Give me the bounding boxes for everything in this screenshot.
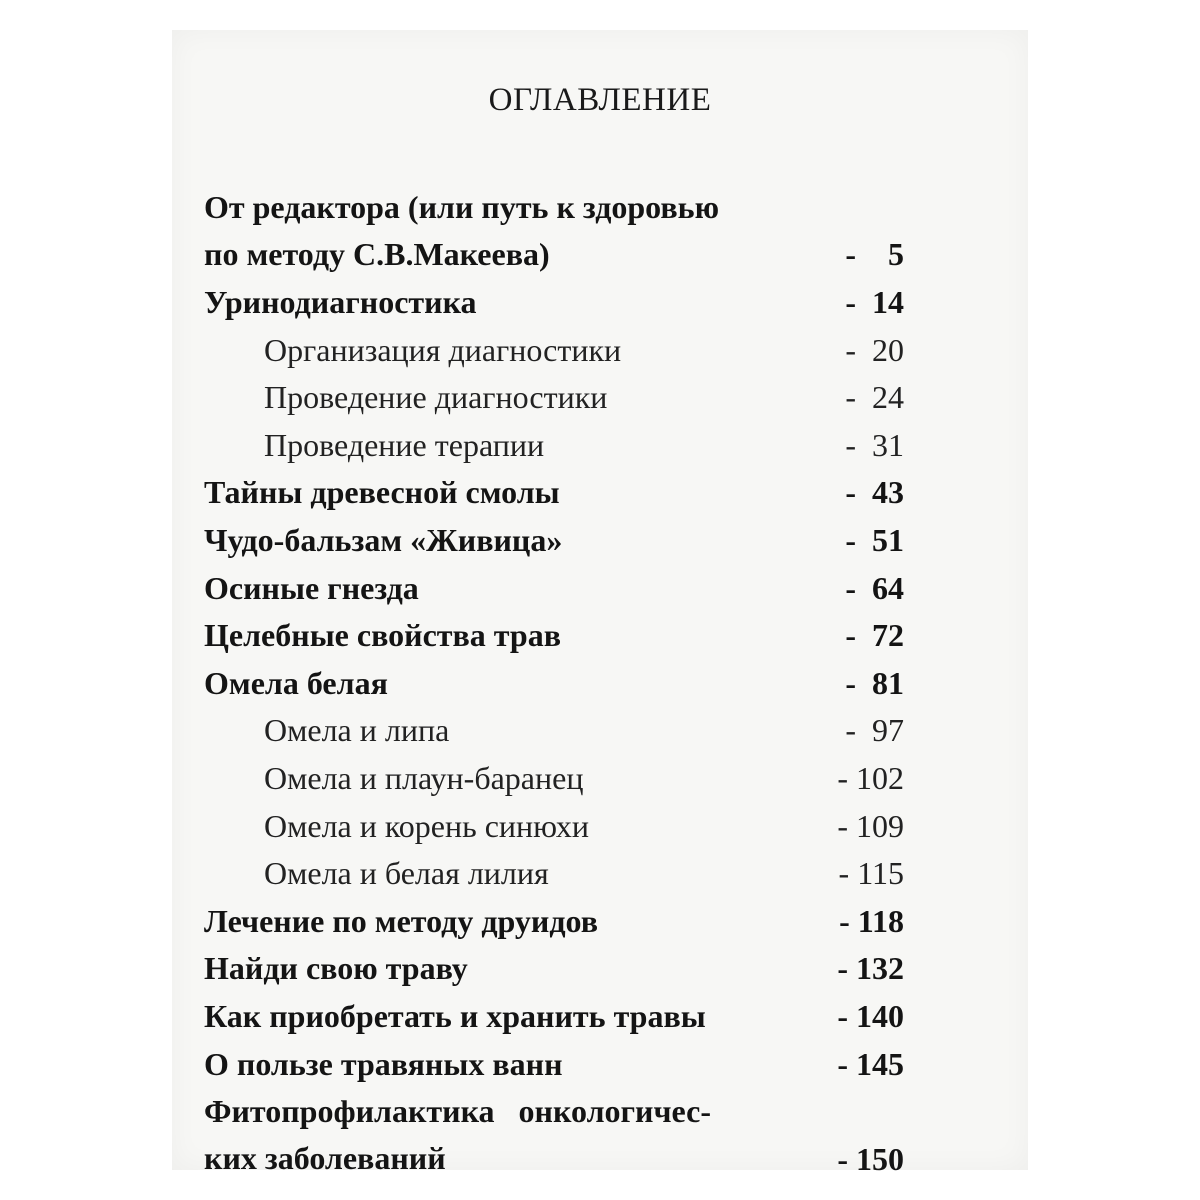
toc-entry (204, 898, 904, 946)
toc-entry-page: - 118 (839, 902, 904, 939)
toc-entry (204, 517, 904, 565)
toc-entry-page: - 140 (837, 997, 904, 1034)
toc-entry-page: - 31 (845, 426, 904, 463)
toc-entry-page: - 150 (837, 1140, 904, 1177)
toc-entry-title-line-2: по методу С.В.Макеева) (204, 236, 550, 272)
toc-entry-title: Омела и плаун-баранец (264, 759, 584, 796)
toc-entry-page: - 72 (845, 617, 904, 654)
book-page (172, 30, 1028, 1177)
toc-subentry (204, 850, 904, 898)
toc-entry-page: - 24 (845, 379, 904, 416)
toc-entry-title-line-1: Фитопрофилактика онкологичес- (204, 1093, 711, 1130)
toc-entry-page: - 102 (837, 759, 904, 796)
toc-subentry (204, 327, 904, 375)
toc-subentry (204, 374, 904, 422)
toc-entry (204, 1041, 904, 1089)
toc-entry-title: Уринодиагностика (204, 284, 477, 320)
toc-heading: ОГЛАВЛЕНИЕ (488, 82, 712, 118)
toc-entry-page: - 109 (837, 807, 904, 844)
toc-entry-title: Омела и липа (264, 712, 450, 749)
toc-entry-page: - 20 (845, 331, 904, 368)
toc-entry-title: Организация диагностики (264, 331, 622, 368)
toc-entry-title: Осиные гнезда (204, 569, 419, 606)
toc-subentry (204, 755, 904, 803)
toc-entry (204, 279, 904, 327)
toc-subentry (204, 803, 904, 851)
toc-entry (204, 469, 904, 517)
toc-entry (204, 945, 904, 993)
toc-entry (204, 612, 904, 660)
toc-subentry (204, 707, 904, 755)
toc-entry-title: Как приобретать и хранить травы (204, 997, 706, 1034)
toc-entry-title (204, 1088, 804, 1182)
toc-subentry (204, 422, 904, 470)
toc-entry (204, 660, 904, 708)
toc-entry-title: Омела и корень синюхи (264, 807, 589, 844)
toc-entry-page: - 51 (845, 521, 904, 558)
toc-entry (204, 184, 904, 279)
toc-entry-page: - 81 (845, 664, 904, 701)
toc-entry (204, 993, 904, 1041)
toc-entry-title-line-2: ких заболеваний (204, 1140, 446, 1177)
toc-entry (204, 1088, 904, 1183)
toc-list (204, 184, 904, 1183)
toc-entry-page: - 64 (845, 569, 904, 606)
toc-entry-title: Проведение диагностики (264, 379, 608, 416)
toc-entry-page: - 43 (845, 474, 904, 511)
toc-entry-title: Тайны древесной смолы (204, 474, 560, 511)
toc-entry-page: - 132 (837, 950, 904, 987)
toc-entry-title: Лечение по методу друидов (204, 902, 599, 939)
toc-entry-page: - 145 (837, 1045, 904, 1082)
toc-entry-title: Найди свою траву (204, 950, 468, 987)
toc-entry-title: Омела белая (204, 664, 388, 701)
toc-entry (204, 565, 904, 613)
toc-entry-page: - 14 (845, 284, 904, 320)
toc-entry-title (204, 184, 804, 278)
toc-entry-title: Омела и белая лилия (264, 855, 549, 892)
toc-entry-title: Целебные свойства трав (204, 617, 561, 654)
toc-entry-title: Проведение терапии (264, 426, 545, 463)
toc-entry-title: О пользе травяных ванн (204, 1045, 563, 1082)
toc-entry-page: - 115 (838, 855, 904, 892)
toc-entry-title-line-1: От редактора (или путь к здоровью (204, 189, 720, 225)
toc-entry-page: - 5 (845, 236, 904, 273)
toc-entry-title: Чудо-бальзам «Живица» (204, 521, 563, 558)
toc-entry-page: - 97 (845, 712, 904, 749)
